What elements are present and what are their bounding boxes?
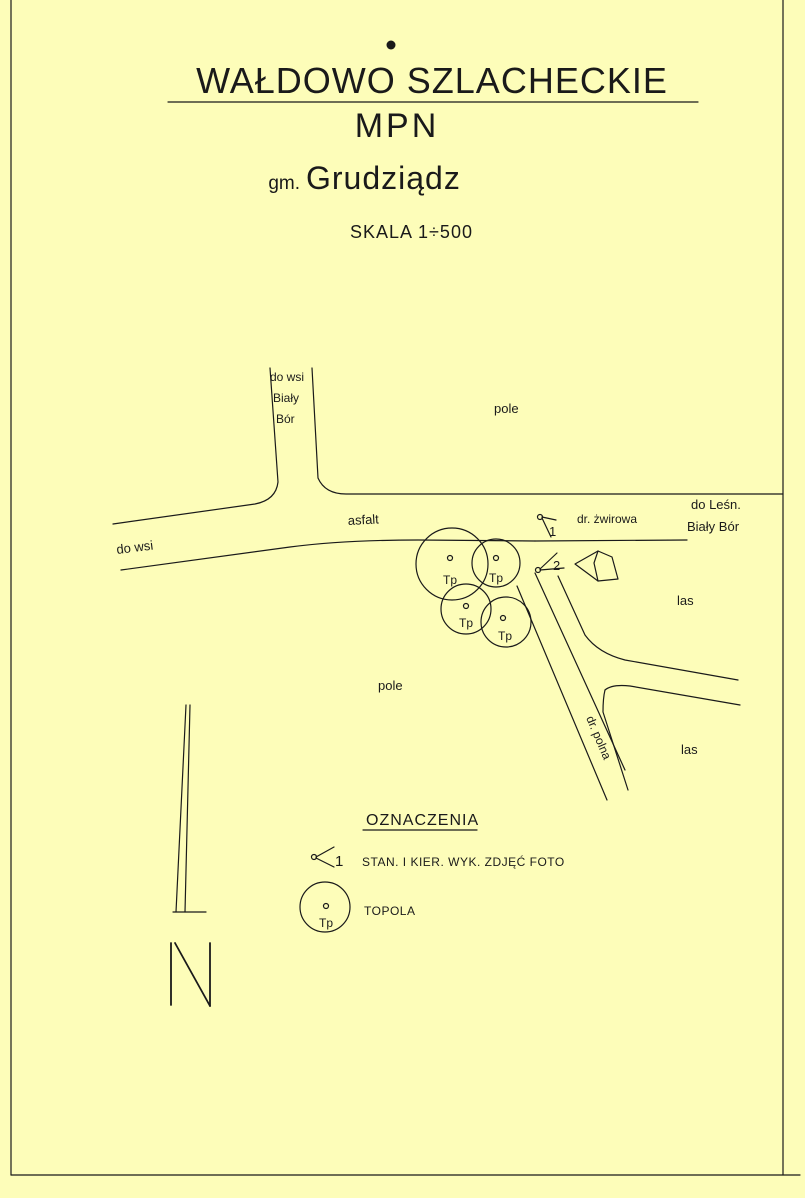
label-road-north: Biały — [273, 391, 300, 405]
legend-photo-text: STAN. I KIER. WYK. ZDJĘĆ FOTO — [362, 855, 565, 869]
map-code: MPN — [354, 107, 440, 145]
legend-title: OZNACZENIA — [366, 812, 480, 829]
gmina-prefix: gm. — [268, 173, 300, 194]
punch-hole-dot — [387, 41, 396, 50]
label-road-north: Bór — [276, 412, 295, 426]
building-sketch — [575, 551, 618, 581]
tree-label: Tp — [442, 573, 458, 587]
label-road-north: do wsi — [270, 370, 305, 384]
label-forest: las — [681, 742, 698, 757]
legend-photo-number: 1 — [335, 853, 344, 870]
tree-label: Tp — [488, 571, 504, 585]
legend-photo-marker — [312, 847, 335, 867]
legend-tree-text: TOPOLA — [364, 904, 416, 918]
legend-tree-abbr: Tp — [318, 916, 334, 930]
tree-label: Tp — [497, 629, 513, 643]
label-gravel-road: dr. żwirowa — [577, 512, 638, 526]
label-road-east: Biały Bór — [687, 519, 740, 534]
tree-label: Tp — [458, 616, 474, 630]
label-field-road: dr. polna — [583, 713, 615, 762]
label-road-west: do wsi — [115, 537, 154, 557]
label-asphalt: asfalt — [347, 511, 380, 528]
map-title: WAŁDOWO SZLACHECKIE — [196, 60, 668, 101]
poplar-trees — [416, 528, 531, 647]
label-field: pole — [378, 678, 403, 693]
label-road-east: do Leśn. — [691, 497, 741, 512]
label-forest: las — [677, 593, 694, 608]
station-number: 2 — [553, 558, 561, 573]
map-scale: SKALA 1÷500 — [350, 222, 473, 242]
north-arrow — [171, 705, 210, 1006]
label-field: pole — [494, 401, 519, 416]
gmina-name: Grudziądz — [306, 160, 461, 196]
station-number: 1 — [549, 524, 557, 539]
